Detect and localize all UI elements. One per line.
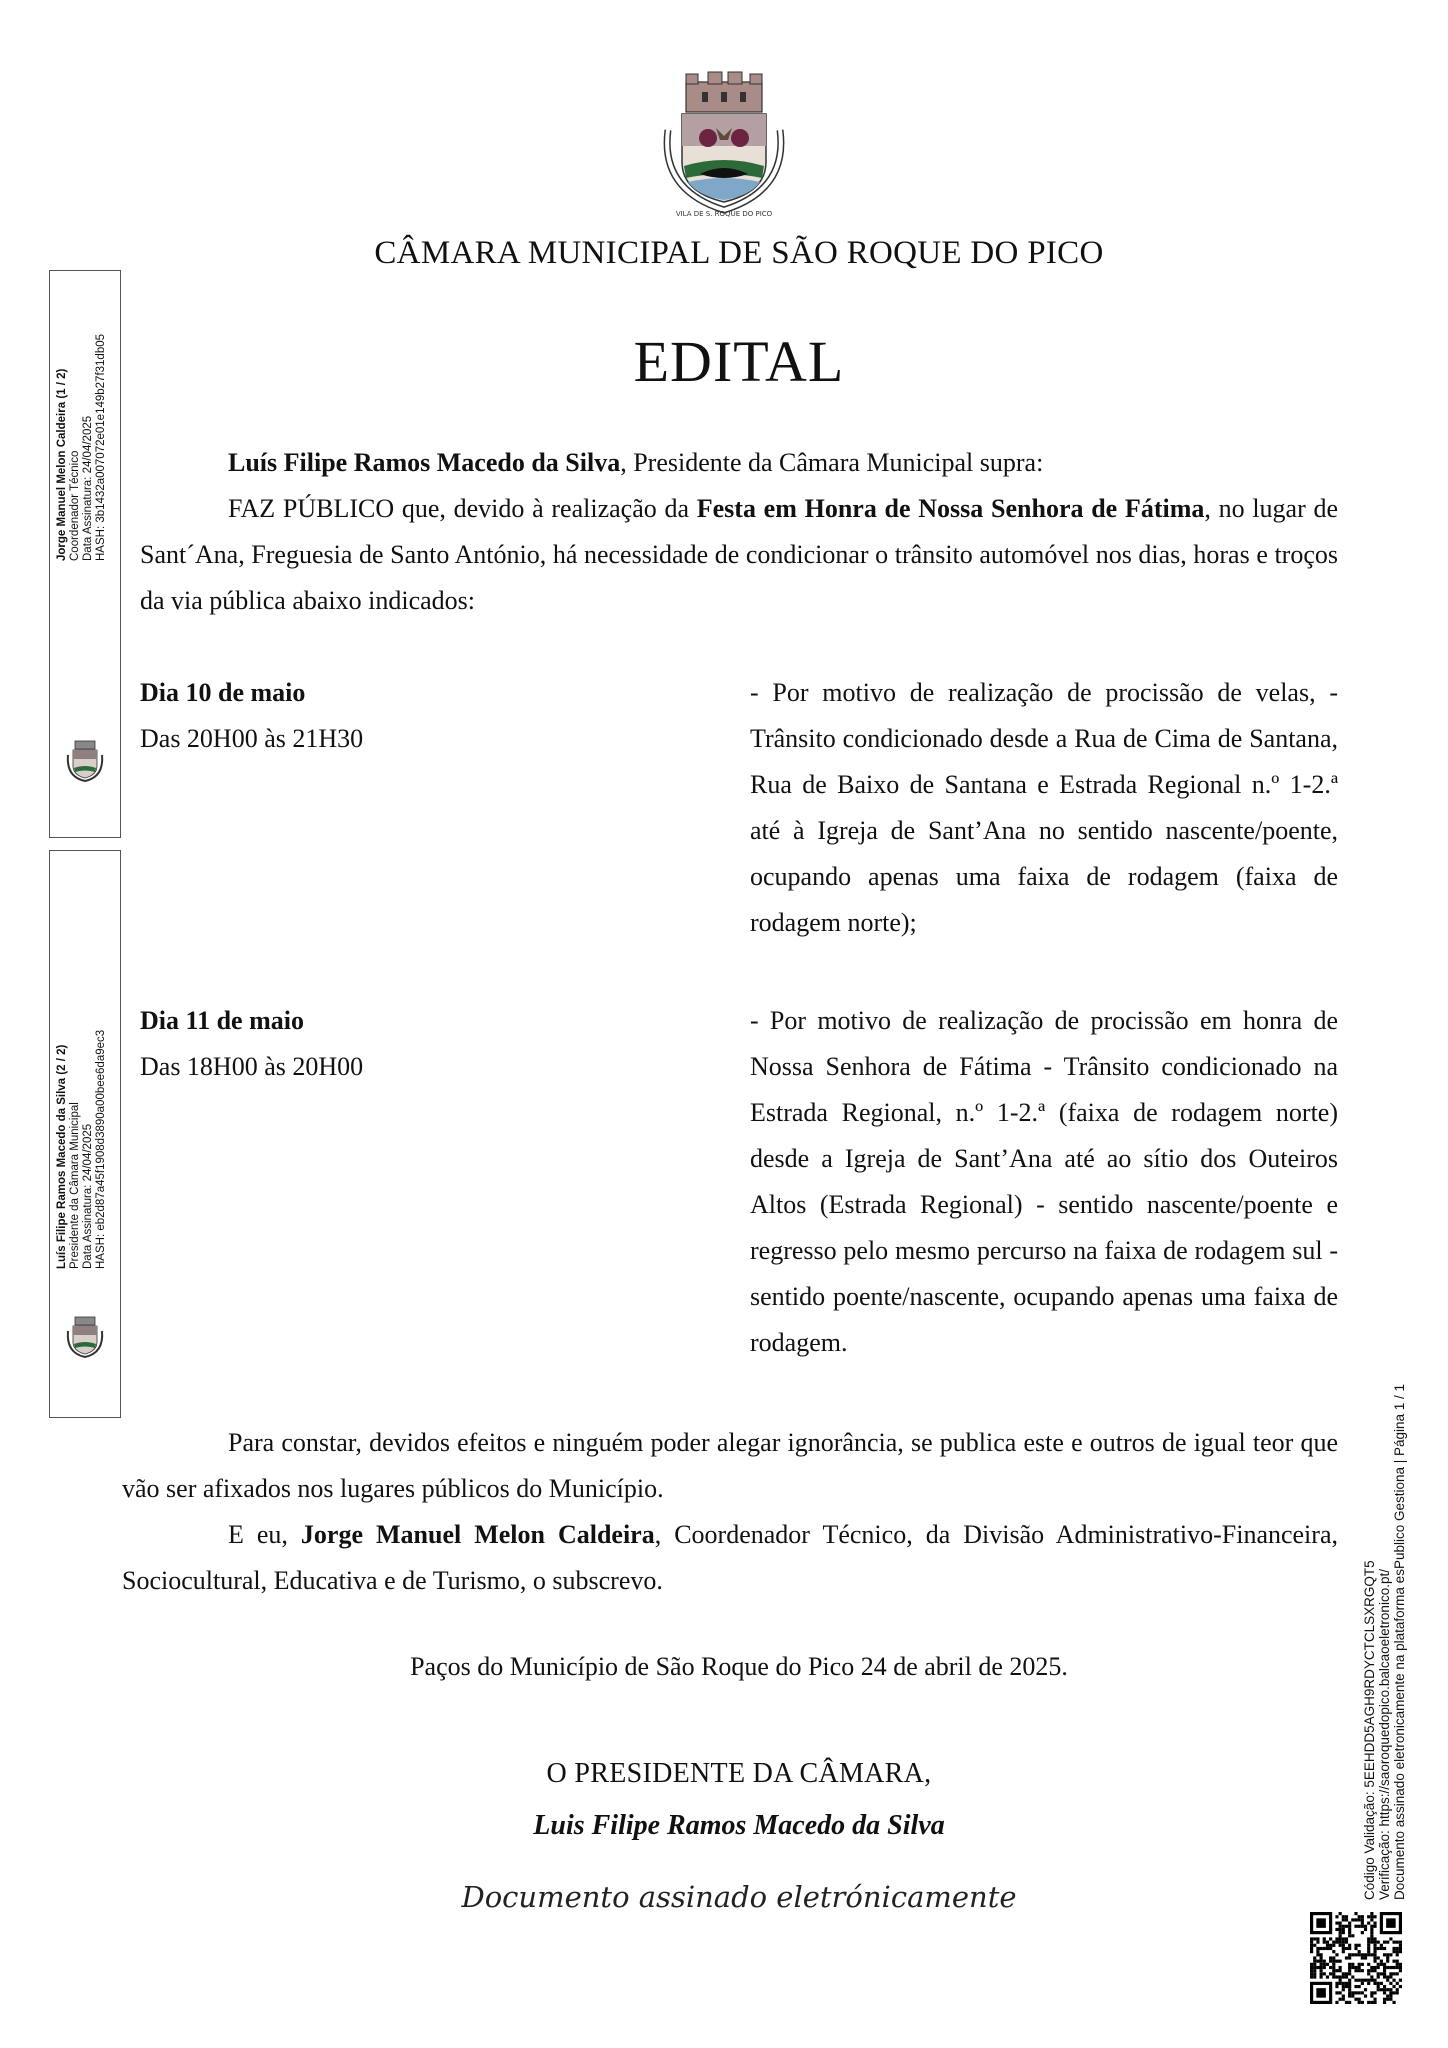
day-1-description: - Por motivo de realização de procissão de velas, - Trânsito condicionado desde a Rua de Cima de Santana, Rua de Baixo de Santana e Estrada Regional n.º 1-2.ª até à Igreja de Sant’Ana no sentido nascente/poente, ocupando apenas uma faixa de rodagem (faixa de rodagem norte); (750, 678, 1338, 937)
document-title: EDITAL (633, 329, 845, 394)
president-title: O PRESIDENTE DA CÂMARA, (546, 1758, 932, 1789)
president-suffix: , Presidente da Câmara Municipal supra: (620, 448, 1044, 477)
signature-hash: HASH: 3b1432a007072e01e149b27f31db05 (95, 333, 107, 561)
announcement-prefix: FAZ PÚBLICO que, devido à realização da (228, 494, 697, 523)
platform-note: Documento assinado eletronicamente na plataforma esPublico Gestiona | Página 1 / 1 (1392, 1383, 1407, 1900)
schedule-day-2 (140, 998, 640, 1090)
schedule-day-1 (140, 670, 640, 762)
signature-details (56, 334, 108, 561)
day-label: Dia 10 de maio (140, 678, 306, 707)
day-2-description: - Por motivo de realização de procissão em honra de Nossa Senhora de Fátima - Trânsito condicionado na Estrada Regional, n.º 1-2.ª (faixa de rodagem norte) desde a Igreja de Sant’Ana até ao sítio dos Outeiros Altos (Estrada Regional) - sentido nascente/poente e regresso pelo mesmo percurso na faixa de rodagem sul - sentido poente/nascente, ocupando apenas uma faixa de rodagem. (750, 1006, 1338, 1357)
intro-president-line (140, 440, 1338, 486)
digital-signature-box-1 (49, 270, 121, 838)
organization-name: CÂMARA MUNICIPAL DE SÃO ROQUE DO PICO (374, 235, 1104, 271)
small-crest-icon (62, 1313, 108, 1359)
signature-date: Data Assinatura: 24/04/2025 (82, 1123, 94, 1269)
signature-details (56, 1030, 108, 1269)
validation-strip (1362, 1384, 1407, 1900)
date-line: Paços do Município de São Roque do Pico 24 de abril de 2025. (410, 1652, 1068, 1681)
closing-paragraph: Para constar, devidos efeitos e ninguém poder alegar ignorância, se publica este e outros de igual teor que vão ser afixados nos lugares públicos do Município. (122, 1428, 1338, 1503)
day-hours: Das 18H00 às 20H00 (140, 1052, 364, 1081)
svg-text:VILA DE S. ROQUE DO PICO: VILA DE S. ROQUE DO PICO (675, 210, 773, 218)
day-hours: Das 20H00 às 21H30 (140, 724, 364, 753)
signer-role: Presidente da Câmara Municipal (69, 1102, 81, 1269)
signer-role: Coordenador Técnico (69, 450, 81, 561)
intro-section (140, 440, 1338, 624)
digital-signature-box-2 (49, 850, 121, 1418)
validation-code: Código Validação: 5EEHDD5AGH9RDYCTCLSXRGQT5 (1362, 1560, 1377, 1900)
qr-code-icon[interactable] (1310, 1912, 1402, 2004)
subscriber-prefix: E eu, (228, 1520, 301, 1549)
subscriber-name: Jorge Manuel Melon Caldeira (300, 1520, 655, 1549)
municipal-crest-icon (650, 70, 798, 218)
signer-name: Jorge Manuel Melon Caldeira (1 / 2) (56, 368, 68, 561)
subscriber-suffix: , Coordenador Técnico, da Divisão Administrativo-Financeira, Sociocultural, Educativa e de Turismo, o subscrevo. (122, 1520, 1338, 1595)
signed-electronically-note: Documento assinado eletrónicamente (461, 1880, 1017, 1914)
president-signature-name: Luis Filipe Ramos Macedo da Silva (533, 1810, 945, 1841)
signer-name: Luís Filipe Ramos Macedo da Silva (2 / 2) (56, 1044, 68, 1269)
announcement-suffix: , no lugar de Sant´Ana, Freguesia de Santo António, há necessidade de condicionar o trânsito automóvel nos dias, horas e troços da via pública abaixo indicados: (140, 494, 1339, 615)
small-crest-icon (62, 737, 108, 783)
president-name: Luís Filipe Ramos Macedo da Silva (228, 448, 621, 477)
closing-section (122, 1420, 1338, 1604)
verification-url[interactable]: Verificação: https://saoroquedopico.balcaoeletronico.pt/ (1377, 1569, 1392, 1900)
signature-date: Data Assinatura: 24/04/2025 (82, 415, 94, 561)
event-name: Festa em Honra de Nossa Senhora de Fátima (696, 494, 1205, 523)
signature-hash: HASH: eb2d87a45f1908d3890a00bee6da9ec3 (95, 1029, 107, 1269)
day-label: Dia 11 de maio (140, 1006, 304, 1035)
intro-announcement (140, 486, 1338, 624)
subscriber-paragraph (122, 1512, 1338, 1604)
